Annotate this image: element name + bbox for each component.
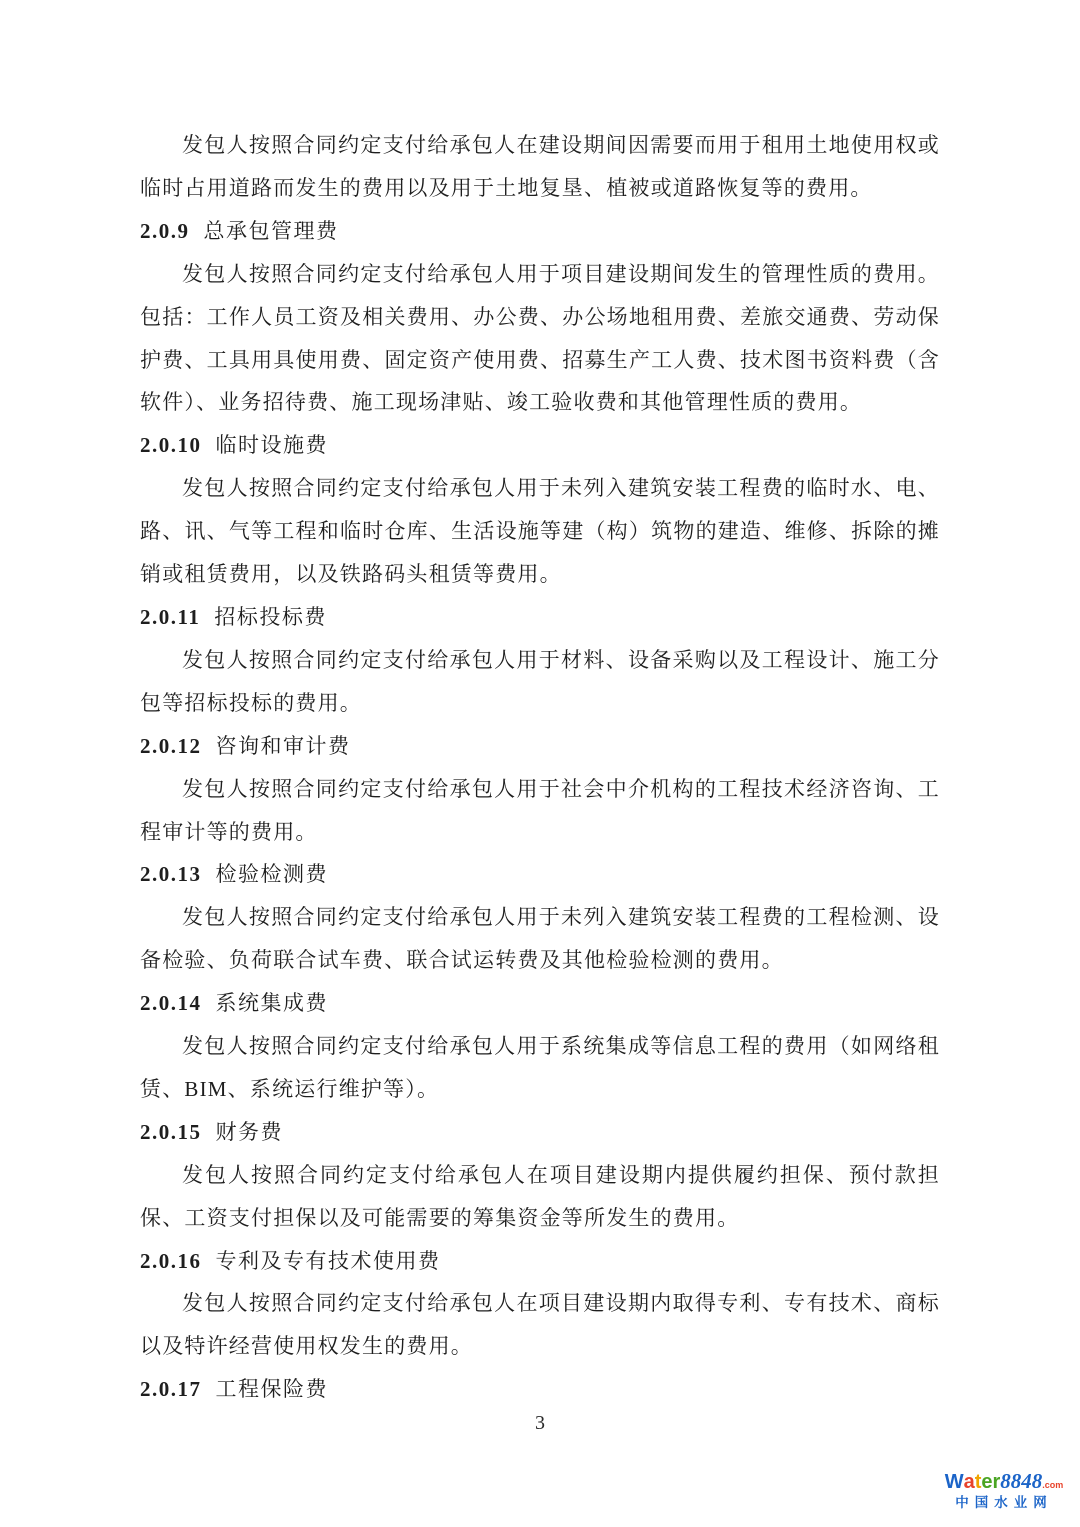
section-number: 2.0.17 <box>140 1377 202 1402</box>
paragraph: 发包人按照合同约定支付给承包人用于材料、设备采购以及工程设计、施工分包等招标投标的费用。 <box>140 647 940 715</box>
watermark-brand-letter: r <box>992 1471 1001 1493</box>
water8848-watermark-logo <box>944 1470 1064 1511</box>
section-number: 2.0.14 <box>140 991 202 1016</box>
watermark-brand-tld: .com <box>1042 1480 1064 1490</box>
paragraph: 发包人按照合同约定支付给承包人用于未列入建筑安装工程费的临时水、电、路、讯、气等工程和临时仓库、生活设施等建（构）筑物的建造、维修、拆除的摊销或租赁费用，以及铁路码头租赁等费用。 <box>140 476 940 587</box>
section-number: 2.0.11 <box>140 604 201 629</box>
paragraph: 发包人按照合同约定支付给承包人用于未列入建筑安装工程费的工程检测、设备检验、负荷联合试车费、联合试运转费及其他检验检测的费用。 <box>140 905 940 973</box>
section-heading <box>140 853 940 896</box>
paragraph: 发包人按照合同约定支付给承包人用于社会中介机构的工程技术经济咨询、工程审计等的费用。 <box>140 776 940 844</box>
section-heading <box>140 210 940 253</box>
section-title: 财务费 <box>215 1119 283 1144</box>
watermark-brand-letter: e <box>981 1471 993 1493</box>
section-heading <box>140 1240 940 1283</box>
page-number: 3 <box>535 1412 545 1434</box>
section-title: 检验检测费 <box>215 862 328 887</box>
section-title: 临时设施费 <box>215 433 328 458</box>
watermark-subtitle: 中国水业网 <box>955 1495 1053 1511</box>
watermark-brand-letter: W <box>944 1471 964 1493</box>
paragraph: 发包人按照合同约定支付给承包人用于项目建设期间发生的管理性质的费用。包括：工作人员工资及相关费用、办公费、办公场地租用费、差旅交通费、劳动保护费、工具用具使用费、固定资产使用费、招募生产工人费、技术图书资料费（含软件）、业务招待费、施工现场津贴、竣工验收费和其他管理性质的费用。 <box>140 261 940 415</box>
section-title: 总承包管理费 <box>203 218 339 243</box>
section-number: 2.0.12 <box>140 733 202 758</box>
section-title: 专利及专有技术使用费 <box>215 1248 441 1273</box>
section-number: 2.0.15 <box>140 1119 202 1144</box>
section-title: 招标投标费 <box>214 604 327 629</box>
watermark-brand-letter: t <box>974 1471 982 1493</box>
section-heading <box>140 982 940 1025</box>
watermark-brand-number: 8848 <box>1000 1469 1043 1493</box>
paragraph: 发包人按照合同约定支付给承包人在建设期间因需要而用于租用土地使用权或临时占用道路而发生的费用以及用于土地复垦、植被或道路恢复等的费用。 <box>140 133 940 200</box>
section-number: 2.0.16 <box>140 1248 202 1273</box>
section-number: 2.0.9 <box>140 218 190 243</box>
watermark-brand-letter: a <box>963 1471 975 1493</box>
section-heading <box>140 596 940 639</box>
section-heading <box>140 725 940 768</box>
paragraph: 发包人按照合同约定支付给承包人在项目建设期内提供履约担保、预付款担保、工资支付担保以及可能需要的筹集资金等所发生的费用。 <box>140 1162 940 1230</box>
section-title: 系统集成费 <box>215 991 328 1016</box>
watermark-brand-line <box>944 1470 1064 1493</box>
section-heading <box>140 1368 940 1411</box>
paragraph: 发包人按照合同约定支付给承包人在项目建设期内取得专利、专有技术、商标以及特许经营使用权发生的费用。 <box>140 1291 940 1359</box>
section-number: 2.0.10 <box>140 433 202 458</box>
document-content <box>140 124 940 1411</box>
section-heading <box>140 424 940 467</box>
section-heading <box>140 1111 940 1154</box>
section-title: 工程保险费 <box>215 1377 328 1402</box>
paragraph: 发包人按照合同约定支付给承包人用于系统集成等信息工程的费用（如网络租赁、BIM、系统运行维护等）。 <box>140 1034 940 1101</box>
watermark-brand-word <box>945 1471 1001 1493</box>
section-number: 2.0.13 <box>140 862 202 887</box>
section-title: 咨询和审计费 <box>215 733 351 758</box>
